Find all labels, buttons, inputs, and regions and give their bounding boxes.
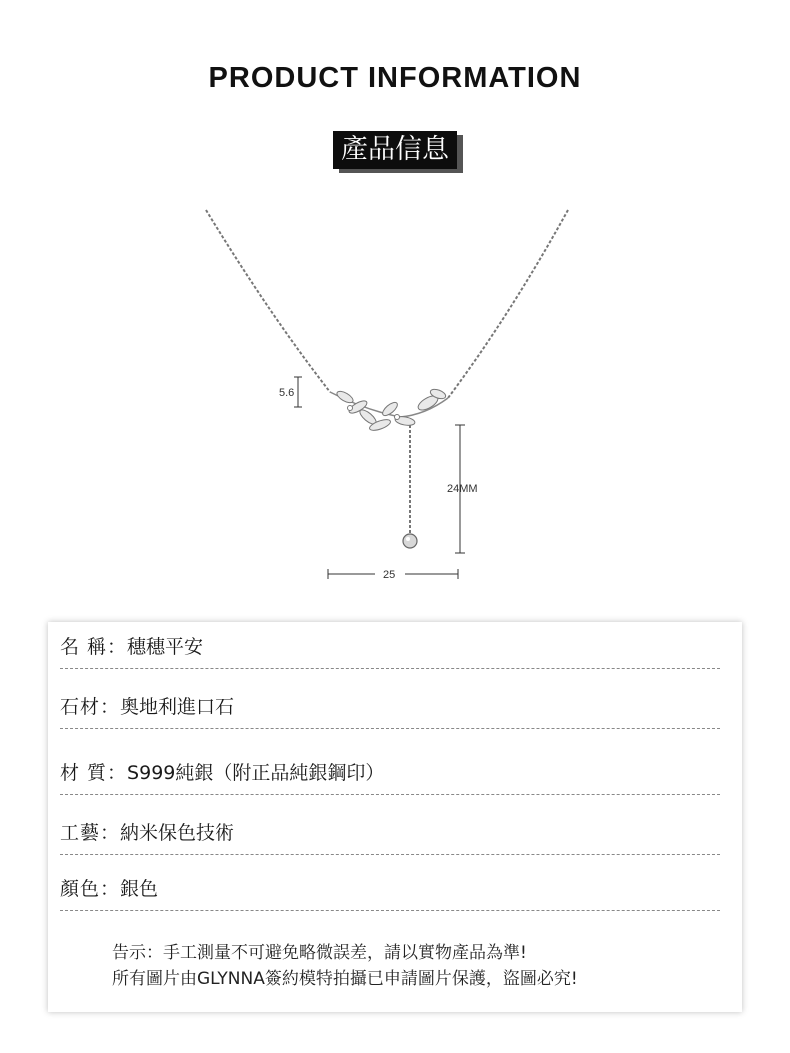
spec-row-material [60, 760, 720, 795]
spec-label: 工藝： [60, 822, 121, 844]
spec-label: 名 稱： [60, 636, 128, 658]
dimension-width: 25 [383, 569, 396, 581]
spec-card [48, 622, 742, 1012]
subtitle-banner [0, 131, 790, 169]
spec-value: 銀色 [120, 878, 159, 900]
spec-label: 顏色： [60, 878, 121, 900]
notice-line-2: 所有圖片由GLYNNA簽約模特拍攝已申請圖片保護，盜圖必究! [112, 969, 578, 989]
spec-value: S999純銀（附正品純銀鋼印） [127, 762, 385, 784]
spec-label: 石材： [60, 696, 121, 718]
dimension-drop-length: 24MM [447, 483, 478, 495]
spec-row-color [60, 876, 720, 911]
necklace-image [190, 195, 590, 595]
page-title: PRODUCT INFORMATION [208, 62, 582, 94]
spec-row-stone [60, 694, 720, 729]
spec-label: 材 質： [60, 762, 128, 784]
page-subtitle: 產品信息 [333, 131, 457, 169]
spec-value: 奧地利進口石 [120, 696, 235, 718]
spec-row-name [60, 634, 720, 669]
spec-row-craft [60, 820, 720, 855]
dimension-pendant-height: 5.6 [279, 387, 295, 399]
notice-line-1: 告示：手工測量不可避免略微誤差，請以實物產品為準! [112, 943, 527, 963]
notice-text [112, 940, 712, 992]
spec-value: 納米保色技術 [120, 822, 235, 844]
spec-value: 穗穗平安 [127, 636, 204, 658]
